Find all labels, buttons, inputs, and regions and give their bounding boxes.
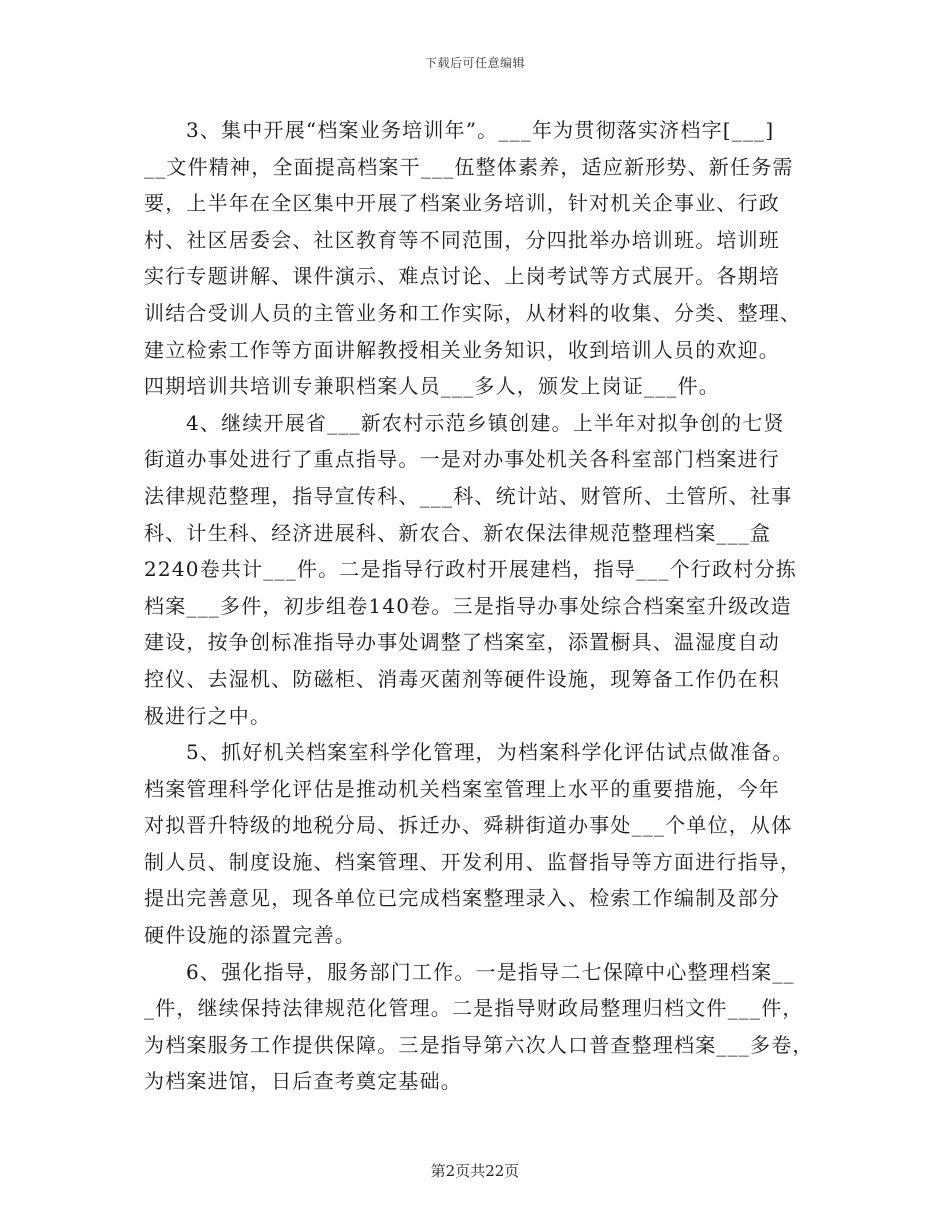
paragraph-line: 为档案进馆，日后查考奠定基础。	[144, 1069, 462, 1094]
paragraph-line: 2240卷共计___件。二是指导行政村开展建档，指导___个行政村分拣	[144, 557, 797, 582]
paragraph-line: 对拟晋升特级的地税分局、拆迁办、舜耕街道办事处___个单位，从体	[144, 813, 793, 838]
paragraph-line: 要，上半年在全区集中开展了档案业务培训，针对机关企事业、行政	[144, 191, 780, 216]
paragraph-line: 制人员、制度设施、档案管理、开发利用、监督指导等方面进行指导，	[144, 849, 802, 874]
paragraph-line: 四期培训共培训专兼职档案人员___多人，颁发上岗证___件。	[144, 374, 720, 399]
paragraph-line: 训结合受训人员的主管业务和工作实际，从材料的收集、分类、整理、	[144, 300, 802, 325]
paragraph-first-line: 6、强化指导，服务部门工作。一是指导二七保障中心整理档案__	[186, 959, 795, 984]
paragraph-line: 实行专题讲解、课件演示、难点讨论、上岗考试等方式展开。各期培	[144, 264, 780, 289]
paragraph-first-line: 5、抓好机关档案室科学化管理，为档案科学化评估试点做准备。	[186, 740, 794, 765]
paragraph-line: 档案___多件，初步组卷140卷。三是指导办事处综合档案室升级改造	[144, 593, 792, 618]
paragraph-line: __文件精神，全面提高档案干___伍整体素养，适应新形势、新任务需	[144, 154, 794, 179]
paragraph-line: 极进行之中。	[144, 703, 272, 728]
paragraph-line: 科、计生科、经济进展科、新农合、新农保法律规范整理档案___盒	[144, 520, 772, 545]
paragraph-line: 硬件设施的添置完善。	[144, 923, 356, 948]
paragraph-line: _件，继续保持法律规范化管理。二是指导财政局整理归档文件___件，	[144, 996, 804, 1021]
paragraph-first-line: 4、继续开展省___新农村示范乡镇创建。上半年对拟争创的七贤	[186, 410, 785, 435]
paragraph-line: 街道办事处进行了重点指导。一是对办事处机关各科室部门档案进行	[144, 447, 780, 472]
paragraph-first-line: 3、集中开展“档案业务培训年”。___年为贯彻落实济档字[___]	[186, 118, 775, 142]
paragraph-line: 村、社区居委会、社区教育等不同范围，分四批举办培训班。培训班	[144, 227, 780, 252]
paragraph-line: 控仪、去湿机、防磁柜、消毒灭菌剂等硬件设施，现筹备工作仍在积	[144, 666, 780, 691]
paragraph-line: 档案管理科学化评估是推动机关档案室管理上水平的重要措施，今年	[144, 776, 780, 801]
page-header: 下载后可任意编辑	[424, 56, 525, 70]
document-body	[144, 112, 814, 1100]
paragraph-line: 提出完善意见，现各单位已完成档案整理录入、检索工作编制及部分	[144, 886, 780, 911]
paragraph-line: 建立检索工作等方面讲解教授相关业务知识，收到培训人员的欢迎。	[144, 337, 780, 362]
paragraph-line: 法律规范整理，指导宣传科、___科、统计站、财管所、土管所、社事	[144, 483, 793, 508]
page-footer: 第2页共22页	[430, 1162, 520, 1180]
paragraph-line: 为档案服务工作提供保障。三是指导第六次人口普查整理档案___多卷，	[144, 1032, 814, 1057]
paragraph-line: 建设，按争创标准指导办事处调整了档案室，添置橱具、温湿度自动	[144, 630, 780, 655]
